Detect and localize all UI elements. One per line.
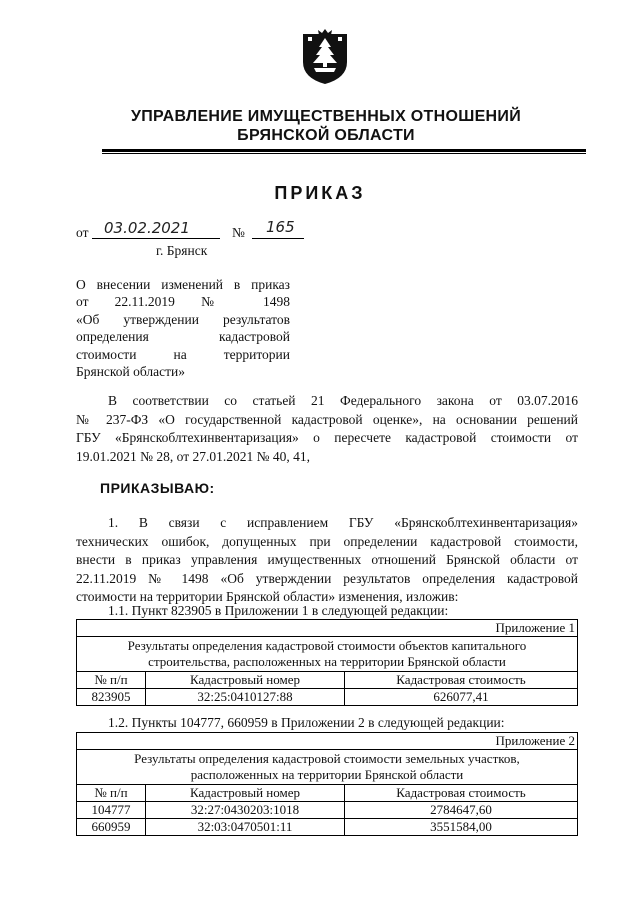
caption-line: строительства, расположенных на территории Брянской области bbox=[148, 654, 506, 669]
number-value: 165 bbox=[266, 218, 295, 236]
table-row bbox=[77, 802, 578, 819]
table-cell: 660959 bbox=[77, 819, 146, 836]
item-1-line: 1. В связи с исправлением ГБУ «Брянскоблтехинвентаризация» bbox=[108, 515, 578, 530]
column-header: Кадастровая стоимость bbox=[345, 785, 578, 802]
preamble-line: В соответствии со статьей 21 Федерального закона от 03.07.2016 bbox=[108, 393, 578, 408]
number-underline bbox=[252, 238, 304, 239]
city: г. Брянск bbox=[156, 243, 208, 258]
column-header: № п/п bbox=[77, 672, 146, 689]
table-cell: 104777 bbox=[77, 802, 146, 819]
organization-region: БРЯНСКОЙ ОБЛАСТИ bbox=[237, 127, 415, 144]
caption-line: расположенных на территории Брянской области bbox=[190, 767, 464, 782]
preamble-line: № 237-ФЗ «О государственной кадастровой оценке», на основании решений bbox=[76, 411, 578, 427]
table-row bbox=[77, 819, 578, 836]
subject-line: стоимости на территории bbox=[76, 346, 290, 362]
preamble-line: 19.01.2021 № 28, от 27.01.2021 № 40, 41, bbox=[76, 448, 310, 464]
table-cell: 3551584,00 bbox=[345, 819, 578, 836]
sub-item-1-2: 1.2. Пункты 104777, 660959 в Приложении 2 в следующей редакции: bbox=[108, 715, 505, 730]
column-header: Кадастровый номер bbox=[146, 672, 345, 689]
table-cell: 626077,41 bbox=[345, 689, 578, 706]
table-row bbox=[77, 689, 578, 706]
subject-block bbox=[76, 276, 290, 380]
subject-line: от 22.11.2019 № 1498 bbox=[76, 294, 290, 310]
table-cell: 32:27:0430203:1018 bbox=[146, 802, 345, 819]
order-word: ПРИКАЗЫВАЮ: bbox=[100, 480, 215, 496]
header-rule bbox=[102, 149, 586, 152]
preamble-line: ГБУ «Брянскоблтехинвентаризация» о пересчете кадастровой стоимости от bbox=[76, 430, 578, 446]
caption-line: Результаты определения кадастровой стоимости земельных участков, bbox=[134, 751, 520, 766]
item-1-line: стоимости на территории Брянской области» изменения, изложив: bbox=[76, 589, 459, 605]
table-cell: 32:03:0470501:11 bbox=[146, 819, 345, 836]
appendix-label: Приложение 2 bbox=[77, 733, 578, 750]
column-header: Кадастровый номер bbox=[146, 785, 345, 802]
subject-line: О внесении изменений в приказ bbox=[76, 277, 290, 292]
number-prefix: № bbox=[232, 225, 245, 240]
date-value: 03.02.2021 bbox=[104, 219, 190, 237]
table-caption bbox=[77, 750, 578, 785]
table-cell: 823905 bbox=[77, 689, 146, 706]
sub-item-1-1: 1.1. Пункт 823905 в Приложении 1 в следующей редакции: bbox=[108, 603, 449, 618]
coat-of-arms-icon bbox=[300, 28, 350, 86]
item-1-line: 22.11.2019 № 1498 «Об утверждении результатов определения кадастровой bbox=[76, 570, 578, 586]
organization-name: УПРАВЛЕНИЕ ИМУЩЕСТВЕННЫХ ОТНОШЕНИЙ bbox=[130, 108, 522, 125]
table-cell: 2784647,60 bbox=[345, 802, 578, 819]
appendix-1-table bbox=[76, 619, 578, 706]
item-1-line: внести в приказ управления имущественных отношений Брянской области от bbox=[76, 552, 578, 568]
subject-line: Брянской области» bbox=[76, 364, 186, 380]
table-header-row bbox=[77, 785, 578, 802]
date-prefix: от bbox=[76, 225, 89, 240]
table-header-row bbox=[77, 672, 578, 689]
document-title: ПРИКАЗ bbox=[274, 183, 366, 203]
preamble bbox=[76, 392, 578, 466]
appendix-2-table bbox=[76, 732, 578, 836]
item-1-line: технических ошибок, допущенных при определении кадастровой стоимости, bbox=[76, 533, 578, 549]
column-header: № п/п bbox=[77, 785, 146, 802]
date-underline bbox=[92, 238, 220, 239]
subject-line: определения кадастровой bbox=[76, 329, 290, 345]
appendix-label: Приложение 1 bbox=[77, 620, 578, 637]
item-1 bbox=[76, 514, 578, 607]
caption-line: Результаты определения кадастровой стоимости объектов капитального bbox=[127, 638, 527, 653]
table-caption bbox=[77, 637, 578, 672]
column-header: Кадастровая стоимость bbox=[345, 672, 578, 689]
subject-line: «Об утверждении результатов bbox=[76, 311, 290, 327]
table-cell: 32:25:0410127:88 bbox=[146, 689, 345, 706]
header-rule-thin bbox=[102, 153, 586, 154]
